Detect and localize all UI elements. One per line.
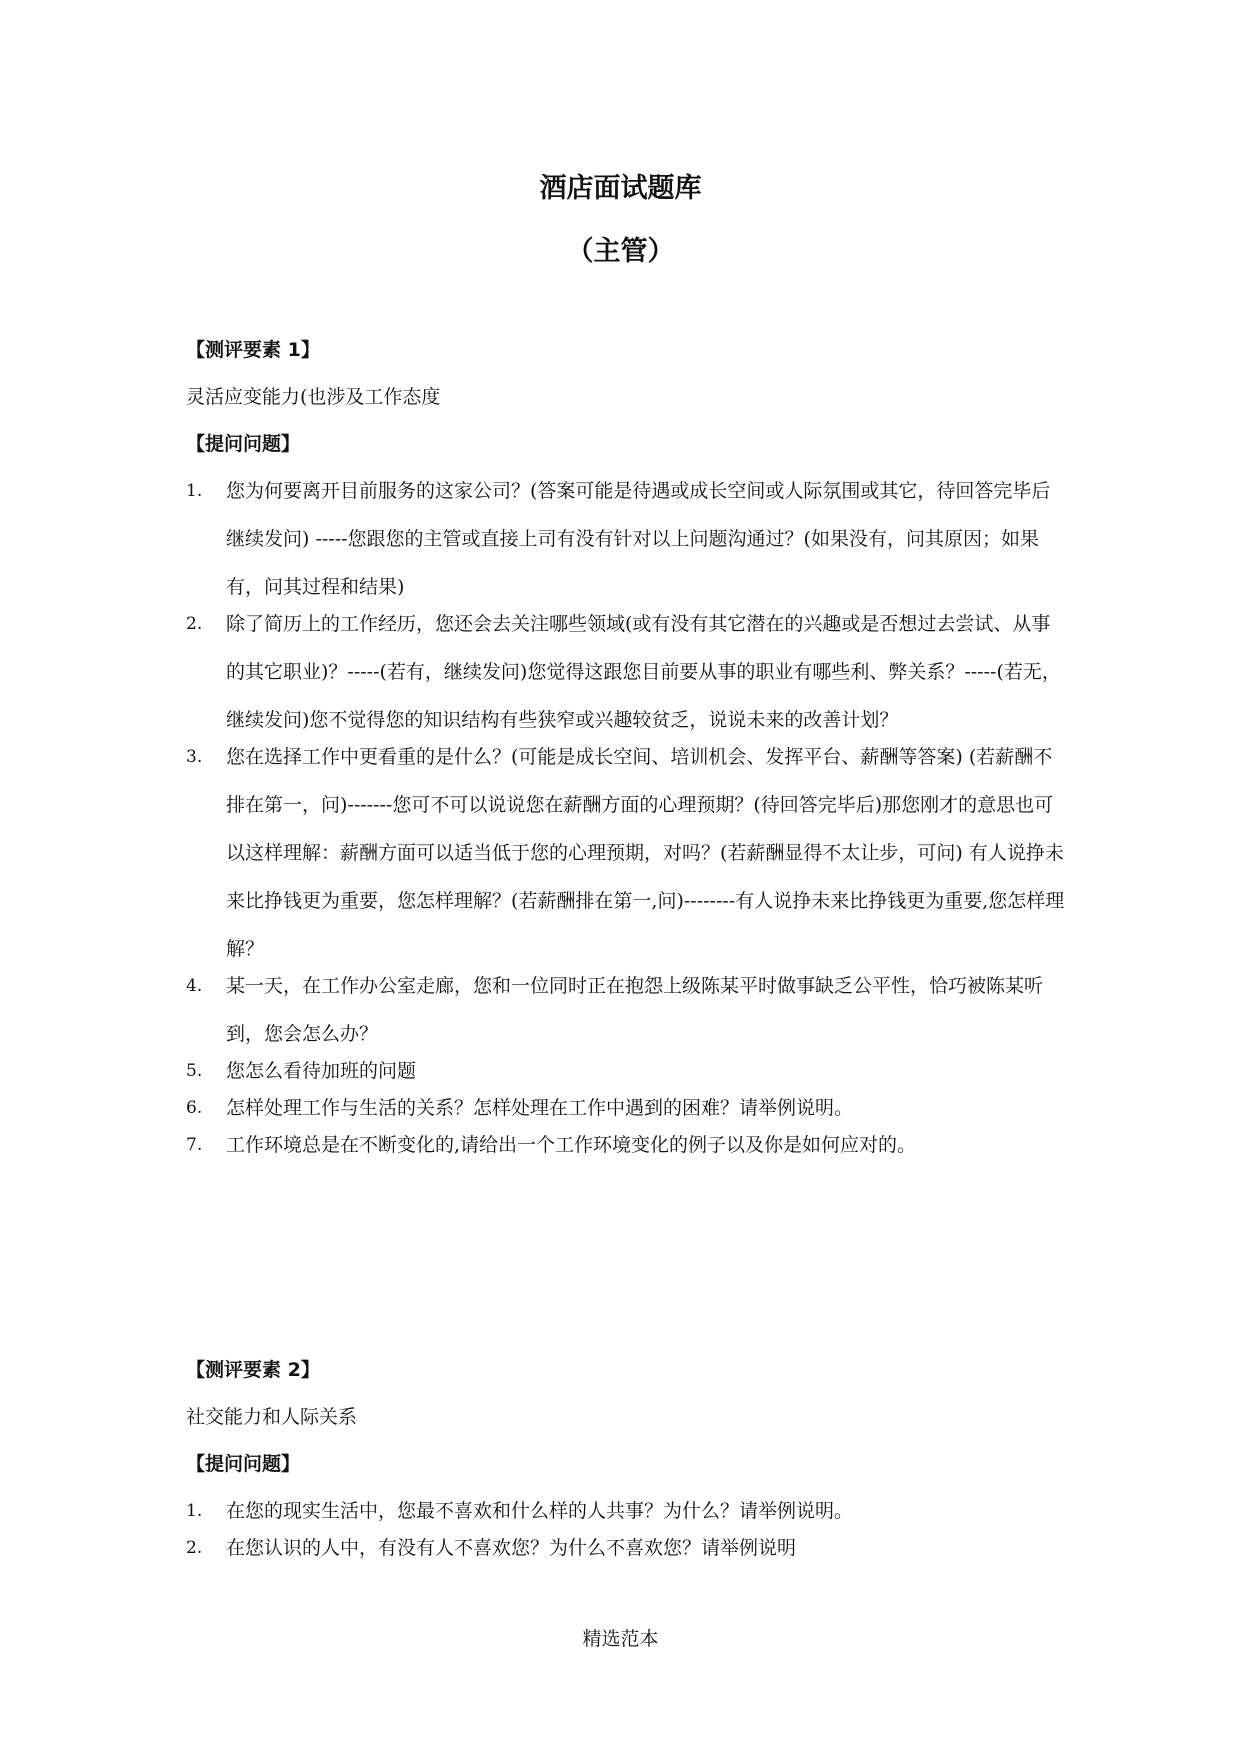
section-description: 灵活应变能力(也涉及工作态度: [186, 386, 441, 408]
questions-heading: 【提问问题】: [186, 1453, 301, 1475]
question-text: 在您认识的人中，有没有人不喜欢您？为什么不喜欢您？请举例说明: [226, 1537, 797, 1559]
section-description: 社交能力和人际关系: [186, 1406, 358, 1428]
question-text: 您为何要离开目前服务的这家公司？(答案可能是待遇或成长空间或人际氛围或其它，待回答完毕后继续发问) -----您跟您的主管或直接上司有没有针对以上问题沟通过？(如果没有，问其原因；如果有，问其过程和结果): [226, 480, 1051, 598]
document-subtitle: （主管）: [566, 236, 675, 267]
question-text: 工作环境总是在不断变化的,请给出一个工作环境变化的例子以及你是如何应对的。: [226, 1134, 917, 1156]
question-item: [186, 1524, 1066, 1572]
question-text: 您在选择工作中更看重的是什么？(可能是成长空间、培训机会、发挥平台、薪酬等答案) (若薪酬不排在第一，问)-------您可不可以说说您在薪酬方面的心理预期？(待回答完毕后)那您刚才的意思也可以这样理解：薪酬方面可以适当低于您的心理预期，对吗？(若薪酬显得不太让步，可问) 有人说挣未来比挣钱更为重要，您怎样理解？(若薪酬排在第一,问)--------有人说挣未来比挣钱更为重要,您怎样理解？: [226, 746, 1065, 960]
question-item: [186, 962, 1066, 1058]
questions-heading: 【提问问题】: [186, 433, 301, 455]
page-footer: 精选范本: [582, 1628, 659, 1650]
question-number: 4.: [186, 976, 203, 996]
question-text: 某一天，在工作办公室走廊，您和一位同时正在抱怨上级陈某平时做事缺乏公平性，恰巧被陈某听到，您会怎么办？: [226, 975, 1044, 1045]
section-1: [186, 338, 1066, 1169]
question-number: 1.: [186, 1501, 203, 1521]
question-item: [186, 467, 1066, 611]
document-title: 酒店面试题库: [539, 173, 702, 204]
question-number: 2.: [186, 614, 203, 634]
section-heading: 【测评要素 2】: [186, 1359, 320, 1381]
question-number: 5.: [186, 1061, 203, 1081]
question-number: 6.: [186, 1098, 203, 1118]
section-2: [186, 1358, 1066, 1572]
question-list: [186, 467, 1066, 1169]
question-list: [186, 1487, 1066, 1572]
question-number: 2.: [186, 1538, 203, 1558]
question-number: 1.: [186, 481, 203, 501]
question-text: 在您的现实生活中，您最不喜欢和什么样的人共事？为什么？请举例说明。: [226, 1500, 854, 1522]
question-number: 7.: [186, 1135, 203, 1155]
question-text: 怎样处理工作与生活的关系？怎样处理在工作中遇到的困难？请举例说明。: [226, 1097, 854, 1119]
question-item: [186, 733, 1066, 973]
question-text: 您怎么看待加班的问题: [226, 1060, 417, 1082]
question-item: [186, 1121, 1066, 1169]
question-number: 3.: [186, 747, 203, 767]
section-heading: 【测评要素 1】: [186, 339, 320, 361]
question-text: 除了简历上的工作经历，您还会去关注哪些领域(或有没有其它潜在的兴趣或是否想过去尝试、从事的其它职业)？-----(若有，继续发问)您觉得这跟您目前要从事的职业有哪些利、弊关系？-----(若无，继续发问)您不觉得您的知识结构有些狭窄或兴趣较贫乏，说说未来的改善计划？: [226, 613, 1061, 731]
question-item: [186, 600, 1066, 744]
